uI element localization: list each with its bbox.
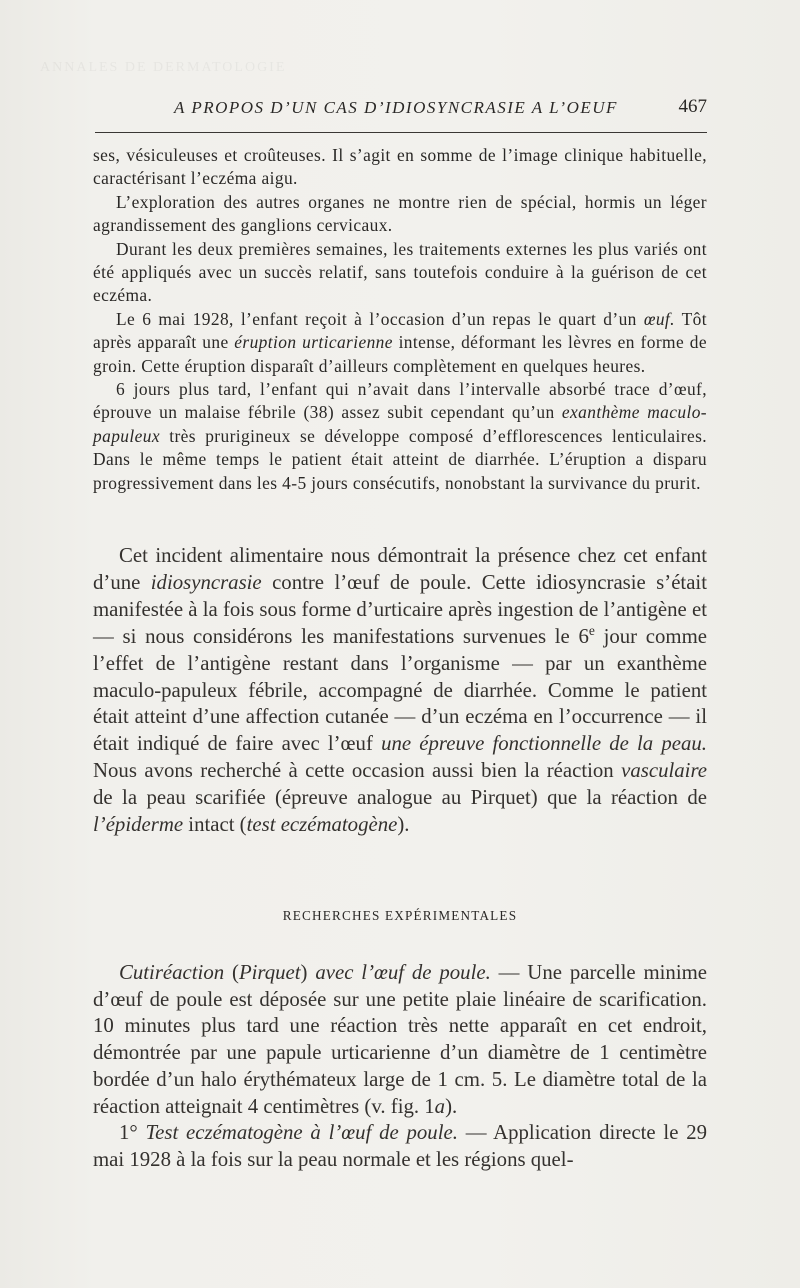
text-run: intact (	[183, 813, 247, 837]
discussion-block	[93, 543, 707, 839]
bleed-through-text: ANNALES DE DERMATOLOGIE	[40, 60, 287, 75]
text-run: Cet incident alimentaire nous démontrait la présence chez cet enfant d’une	[93, 544, 707, 594]
italic-run: œuf.	[643, 308, 675, 329]
italic-run: une épreuve fonctionnelle de la peau.	[381, 732, 707, 756]
italic-run: test eczématogène	[246, 813, 398, 837]
text-run: Le 6 mai 1928, l’enfant reçoit à l’occasion d’un repas le quart d’un	[116, 308, 644, 329]
text-run: jour comme l’effet de l’antigène restant dans l’organisme — par un exanthème maculo-papuleux fébrile, accompagné de diarrhée. Comme le patient était atteint d’une affection cutanée — d’un eczéma en l’occurrence — il était indiqué de faire avec l’œuf	[93, 624, 707, 756]
text-run: — Une parcelle minime d’œuf de poule est déposée sur une petite plaie linéaire de scarification. 10 minutes plus tard une réaction très nette apparaît en cet endroit, démontrée par une papule urticarienne d’un diamètre de 1 centimètre bordée d’un halo érythémateux large de 1 cm. 5. Le diamètre total de la réaction atteignait 4 centimètres (v. fig. 1	[93, 961, 708, 1118]
case-paragraph	[93, 144, 707, 191]
italic-run: vasculaire	[621, 759, 707, 783]
header-rule	[95, 132, 707, 133]
italic-run: a	[434, 1094, 446, 1118]
section-body	[93, 960, 707, 1174]
experiment-paragraph	[93, 960, 707, 1120]
italic-run: l’épiderme	[93, 813, 184, 837]
case-paragraph	[93, 191, 707, 238]
italic-run: Pirquet	[238, 961, 301, 984]
superscript: e	[588, 622, 595, 638]
case-paragraph	[93, 378, 707, 495]
text-run: Durant les deux premières semaines, les traitements externes les plus variés ont été appliqués avec un succès relatif, sans toutefois conduire à la guérison de cet eczéma.	[93, 238, 707, 306]
text-run: 6 jours plus tard, l’enfant qui n’avait dans l’intervalle absorbé trace d’œuf, éprouve un malaise fébrile (38) assez subit cependant qu’un	[93, 379, 707, 423]
text-run: ses, vésiculeuses et croûteuses. Il s’agit en somme de l’image clinique habituelle, caractérisant l’eczéma aigu.	[93, 145, 707, 189]
page-header	[92, 98, 707, 122]
text-run: intense, déformant les lèvres en forme de groin. Cette éruption disparaît d’ailleurs complètement en quelques heures.	[93, 332, 707, 376]
case-description-block	[93, 144, 707, 495]
text-run: ).	[445, 1094, 458, 1118]
section-title: RECHERCHES EXPÉRIMENTALES	[282, 908, 518, 923]
text-run: L’exploration des autres organes ne montre rien de spécial, hormis un léger agrandissement des ganglions cervicaux.	[93, 191, 707, 236]
italic-run: Test eczématogène à l’œuf de poule.	[137, 1121, 458, 1145]
case-paragraph	[93, 308, 707, 378]
italic-run: idiosyncrasie	[150, 570, 262, 594]
case-paragraph	[93, 238, 707, 308]
text-run: très prurigineux se développe composé d’efflorescences lenticulaires. Dans le même temps le patient était atteint de diarrhée. L’éruption a disparu progressivement dans les 4-5 jours consécutifs, nonobstant la survivance du prurit.	[93, 425, 707, 493]
text-run: )	[300, 961, 316, 984]
discussion-paragraph	[93, 543, 707, 839]
text-run: contre l’œuf de poule. Cette idiosyncrasie s’était manifestée à la fois sous forme d’urticaire après ingestion de l’antigène et — si nous considérons les manifestations survenues le 6	[93, 570, 707, 648]
running-title: A PROPOS D’UN CAS D’IDIOSYNCRASIE A L’OEUF	[174, 98, 618, 117]
text-run: Tôt après apparaît une	[93, 308, 707, 353]
text-run: — Application directe le 29 mai 1928 à la fois sur la peau normale et les régions quel-	[93, 1121, 707, 1171]
text-run: 1°	[119, 1121, 138, 1145]
page-number: 467	[678, 96, 707, 117]
text-run: Nous avons recherché à cette occasion aussi bien la réaction	[93, 759, 622, 783]
text-run: (	[224, 961, 239, 984]
experiment-paragraph	[93, 1120, 707, 1173]
text-run: ).	[397, 813, 410, 837]
italic-run: éruption urticarienne	[234, 332, 393, 353]
italic-run: avec l’œuf de poule.	[315, 961, 491, 984]
text-run: de la peau scarifiée (épreuve analogue au Pirquet) que la réaction de	[93, 786, 707, 810]
italic-run: exanthème maculo-papuleux	[93, 402, 707, 446]
italic-run: Cutiréaction	[119, 961, 225, 984]
